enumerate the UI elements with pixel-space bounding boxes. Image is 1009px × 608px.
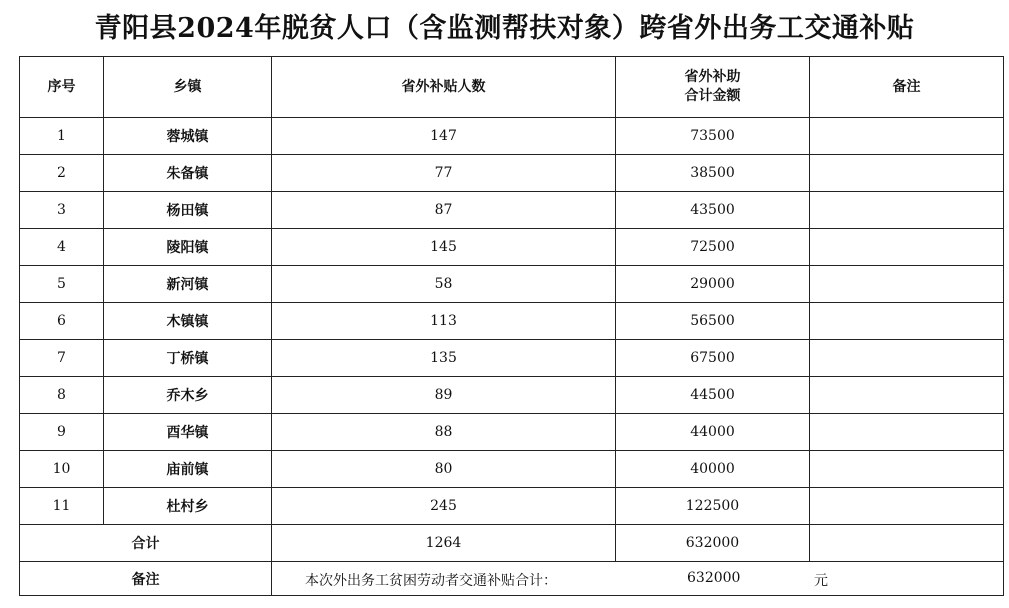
row-amount: 43500	[616, 192, 810, 229]
row-remark	[810, 451, 1004, 488]
table-row	[20, 303, 1004, 340]
row-count: 58	[272, 266, 616, 303]
row-seq: 11	[20, 488, 104, 525]
row-count: 145	[272, 229, 616, 266]
header-town: 乡镇	[104, 57, 272, 118]
row-town: 新河镇	[104, 266, 272, 303]
header-amount-line2: 合计金额	[684, 88, 741, 104]
row-remark	[810, 118, 1004, 155]
row-town: 丁桥镇	[104, 340, 272, 377]
header-amount	[616, 57, 810, 118]
row-seq: 3	[20, 192, 104, 229]
table-row	[20, 192, 1004, 229]
row-count: 87	[272, 192, 616, 229]
table-row	[20, 229, 1004, 266]
row-count: 88	[272, 414, 616, 451]
table-body	[20, 118, 1004, 525]
row-remark	[810, 377, 1004, 414]
row-amount: 38500	[616, 155, 810, 192]
row-seq: 1	[20, 118, 104, 155]
row-amount: 72500	[616, 229, 810, 266]
row-town: 杨田镇	[104, 192, 272, 229]
row-count: 147	[272, 118, 616, 155]
table-row	[20, 118, 1004, 155]
row-amount: 44000	[616, 414, 810, 451]
row-seq: 9	[20, 414, 104, 451]
row-amount: 44500	[616, 377, 810, 414]
row-town: 乔木乡	[104, 377, 272, 414]
row-remark	[810, 340, 1004, 377]
row-amount: 56500	[616, 303, 810, 340]
row-remark	[810, 488, 1004, 525]
total-amount: 632000	[616, 525, 810, 562]
row-amount: 122500	[616, 488, 810, 525]
row-seq: 8	[20, 377, 104, 414]
header-seq: 序号	[20, 57, 104, 118]
row-town: 杜村乡	[104, 488, 272, 525]
table-row	[20, 377, 1004, 414]
row-amount: 67500	[616, 340, 810, 377]
row-town: 木镇镇	[104, 303, 272, 340]
row-seq: 10	[20, 451, 104, 488]
table-row	[20, 340, 1004, 377]
row-town: 酉华镇	[104, 414, 272, 451]
row-seq: 4	[20, 229, 104, 266]
total-row	[20, 525, 1004, 562]
row-town: 庙前镇	[104, 451, 272, 488]
row-remark	[810, 192, 1004, 229]
note-label: 备注	[20, 562, 272, 596]
header-row	[20, 57, 1004, 118]
row-remark	[810, 303, 1004, 340]
total-remark	[810, 525, 1004, 562]
total-label: 合计	[20, 525, 272, 562]
table-row	[20, 451, 1004, 488]
header-remark: 备注	[810, 57, 1004, 118]
row-count: 245	[272, 488, 616, 525]
header-amount-line1: 省外补助	[684, 69, 741, 85]
row-remark	[810, 414, 1004, 451]
note-amount: 632000	[687, 570, 741, 586]
subsidy-table	[19, 56, 1004, 596]
row-amount: 29000	[616, 266, 810, 303]
row-amount: 40000	[616, 451, 810, 488]
note-text: 本次外出务工贫困劳动者交通补贴合计：	[305, 573, 557, 589]
table-row	[20, 488, 1004, 525]
row-seq: 7	[20, 340, 104, 377]
note-cell	[272, 562, 1004, 596]
row-seq: 2	[20, 155, 104, 192]
row-remark	[810, 229, 1004, 266]
row-remark	[810, 155, 1004, 192]
row-town: 朱备镇	[104, 155, 272, 192]
note-row	[20, 562, 1004, 596]
row-count: 113	[272, 303, 616, 340]
row-seq: 6	[20, 303, 104, 340]
row-town: 陵阳镇	[104, 229, 272, 266]
table-row	[20, 155, 1004, 192]
row-count: 80	[272, 451, 616, 488]
row-amount: 73500	[616, 118, 810, 155]
row-seq: 5	[20, 266, 104, 303]
page-title: 青阳县2024年脱贫人口（含监测帮扶对象）跨省外出务工交通补贴	[94, 13, 915, 44]
row-remark	[810, 266, 1004, 303]
header-count: 省外补贴人数	[272, 57, 616, 118]
row-count: 135	[272, 340, 616, 377]
row-count: 77	[272, 155, 616, 192]
table-row	[20, 266, 1004, 303]
table-row	[20, 414, 1004, 451]
row-town: 蓉城镇	[104, 118, 272, 155]
row-count: 89	[272, 377, 616, 414]
total-count: 1264	[272, 525, 616, 562]
note-unit: 元	[814, 573, 828, 589]
